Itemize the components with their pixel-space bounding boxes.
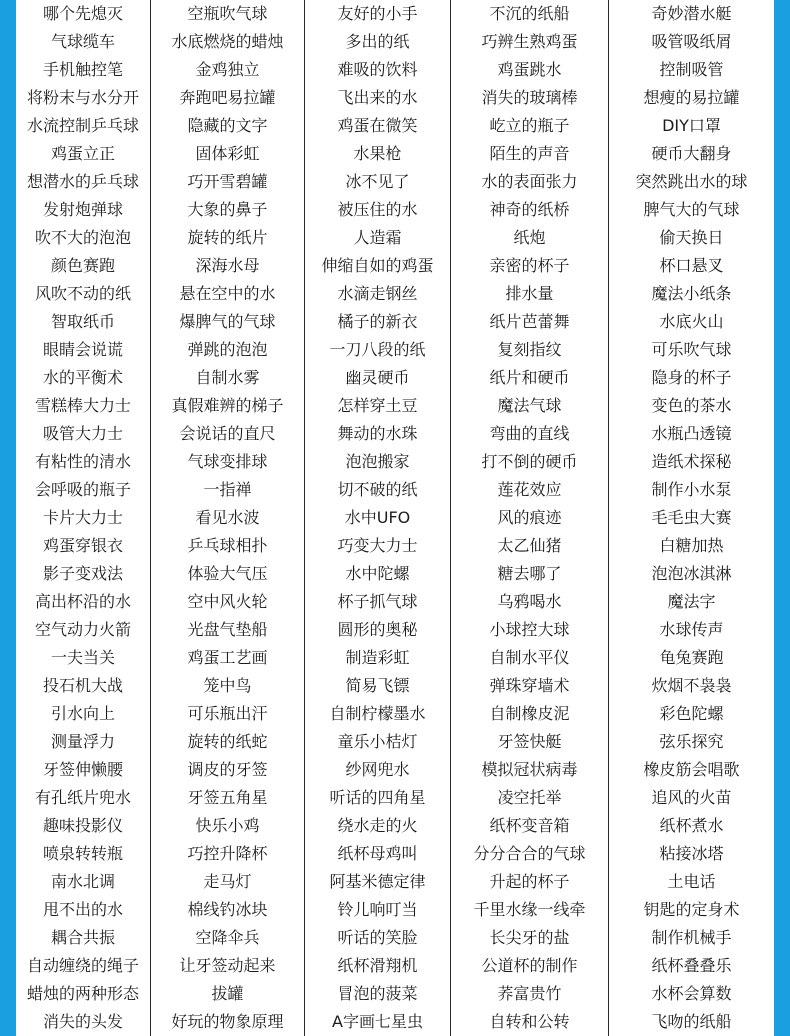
table-cell: 趣味投影仪 (42, 816, 123, 835)
table-cell: 棉线钓冰块 (187, 900, 268, 919)
table-cell: 消失的头发 (42, 1012, 123, 1031)
table-cell: 复刻指纹 (497, 340, 562, 359)
table-cell: 纸杯煮水 (659, 816, 724, 835)
table-cell: 真假难辨的梯子 (171, 396, 284, 415)
table-cell: 友好的小手 (337, 4, 418, 23)
table-cell: 被压住的水 (337, 200, 418, 219)
table-cell: 钥匙的定身术 (643, 900, 740, 919)
table-column-2 (150, 0, 304, 1036)
table-cell: 消失的玻璃棒 (481, 88, 578, 107)
table-cell: 控制吸管 (659, 60, 724, 79)
table-cell: 隐藏的文字 (187, 116, 268, 135)
table-cell: 投石机大战 (42, 676, 123, 695)
table-cell: DIY口罩 (662, 116, 721, 135)
table-cell: 小球控大球 (489, 620, 570, 639)
table-cell: 爆脾气的气球 (179, 312, 276, 331)
table-cell: 公道杯的制作 (481, 956, 578, 975)
table-cell: 纸杯变音箱 (489, 816, 570, 835)
table-cell: 鸡蛋在微笑 (337, 116, 418, 135)
table-cell: 颜色赛跑 (50, 256, 115, 275)
table-cell: 牙签五角星 (187, 788, 268, 807)
table-cell: 冰不见了 (345, 172, 410, 191)
table-cell: 气球缆车 (50, 32, 115, 51)
table-cell: 弹珠穿墙术 (489, 676, 570, 695)
table-cell: 一指禅 (203, 480, 252, 499)
table-cell: 牙签快艇 (497, 732, 562, 751)
table-cell: 太乙仙猪 (497, 536, 562, 555)
table-cell: 奇妙潜水艇 (651, 4, 732, 23)
table-cell: 突然跳出水的球 (635, 172, 748, 191)
table-cell: 旋转的纸蛇 (187, 732, 268, 751)
table-cell: 魔法小纸条 (651, 284, 732, 303)
table-cell: 乌鸦喝水 (497, 592, 562, 611)
table-cell: 彩色陀螺 (659, 704, 724, 723)
table-cell: 炊烟不袅袅 (651, 676, 732, 695)
table-cell: 会说话的直尺 (179, 424, 276, 443)
table-cell: 哪个先熄灭 (42, 4, 123, 23)
table-cell: 深海水母 (195, 256, 260, 275)
table-cell: 制作小水泵 (651, 480, 732, 499)
table-cell: 多出的纸 (345, 32, 410, 51)
table-cell: 金鸡独立 (195, 60, 260, 79)
table-cell: 水底火山 (659, 312, 724, 331)
table-cell: 水中陀螺 (345, 564, 410, 583)
table-cell: 绕水走的火 (337, 816, 418, 835)
table-cell: 升起的杯子 (489, 872, 570, 891)
table-cell: 橡皮筋会唱歌 (643, 760, 740, 779)
table-cell: 好玩的物象原理 (171, 1012, 284, 1031)
table-cell: 怎样穿土豆 (337, 396, 418, 415)
table-cell: 影子变戏法 (42, 564, 123, 583)
table-cell: 水的平衡术 (42, 368, 123, 387)
table-cell: 乒乓球相扑 (187, 536, 268, 555)
table-cell: 智取纸币 (50, 312, 115, 331)
table-cell: 杯子抓气球 (337, 592, 418, 611)
table-cell: 空气动力火箭 (34, 620, 131, 639)
table-cell: 引水向上 (50, 704, 115, 723)
table-cell: 自动缠绕的绳子 (26, 956, 139, 975)
table-cell: 弦乐探究 (659, 732, 724, 751)
table-cell: 光盘气垫船 (187, 620, 268, 639)
table-cell: 弯曲的直线 (489, 424, 570, 443)
table-cell: 风的痕迹 (497, 508, 562, 527)
table-cell: 水的表面张力 (481, 172, 578, 191)
table-cell: 亲密的杯子 (489, 256, 570, 275)
table-cell: 有粘性的清水 (34, 452, 131, 471)
table-cell: 吹不大的泡泡 (34, 228, 131, 247)
table-cell: 手机触控笔 (42, 60, 123, 79)
table-cell: 陌生的声音 (489, 144, 570, 163)
table-cell: 隐身的杯子 (651, 368, 732, 387)
table-cell: 自制水平仪 (489, 648, 570, 667)
table-cell: 甩不出的水 (42, 900, 123, 919)
table-cell: 难吸的饮料 (337, 60, 418, 79)
experiment-table (16, 0, 774, 1036)
table-cell: 白糖加热 (659, 536, 724, 555)
table-cell: 巧开雪碧罐 (187, 172, 268, 191)
table-cell: 听话的四角星 (329, 788, 426, 807)
table-cell: 空中风火轮 (187, 592, 268, 611)
table-cell: 纸杯叠叠乐 (651, 956, 732, 975)
table-cell: 莲花效应 (497, 480, 562, 499)
table-cell: 可乐瓶出汗 (187, 704, 268, 723)
table-cell: 拔罐 (211, 984, 244, 1003)
table-cell: 想潜水的乒乓球 (26, 172, 139, 191)
table-cell: 不沉的纸船 (489, 4, 570, 23)
table-cell: 鸡蛋跳水 (497, 60, 562, 79)
table-cell: 龟兔赛跑 (659, 648, 724, 667)
table-cell: 纸片和硬币 (489, 368, 570, 387)
table-cell: 飞吻的纸船 (651, 1012, 732, 1031)
table-cell: 分分合合的气球 (473, 844, 586, 863)
table-cell: 童乐小桔灯 (337, 732, 418, 751)
table-cell: 蜡烛的两种形态 (26, 984, 139, 1003)
table-cell: 空降伞兵 (195, 928, 260, 947)
table-cell: 排水量 (505, 284, 554, 303)
table-cell: 模拟冠状病毒 (481, 760, 578, 779)
table-cell: 打不倒的硬币 (481, 452, 578, 471)
table-cell: 调皮的牙签 (187, 760, 268, 779)
table-cell: 快乐小鸡 (195, 816, 260, 835)
table-cell: 圆形的奥秘 (337, 620, 418, 639)
table-cell: 大象的鼻子 (187, 200, 268, 219)
table-cell: 纸杯滑翔机 (337, 956, 418, 975)
table-cell: 水杯会算数 (651, 984, 732, 1003)
table-cell: 神奇的纸桥 (489, 200, 570, 219)
table-cell: 水滴走钢丝 (337, 284, 418, 303)
table-cell: 糖去哪了 (497, 564, 562, 583)
table-cell: 长尖牙的盐 (489, 928, 570, 947)
table-cell: 荞富贵竹 (497, 984, 562, 1003)
table-cell: 一刀八段的纸 (329, 340, 426, 359)
table-cell: 想瘦的易拉罐 (643, 88, 740, 107)
table-cell: 简易飞镖 (345, 676, 410, 695)
table-cell: 空瓶吹气球 (187, 4, 268, 23)
table-cell: 会呼吸的瓶子 (34, 480, 131, 499)
table-cell: 笼中鸟 (203, 676, 252, 695)
table-cell: 伸缩自如的鸡蛋 (321, 256, 434, 275)
table-cell: 巧辨生熟鸡蛋 (481, 32, 578, 51)
table-cell: 弹跳的泡泡 (187, 340, 268, 359)
table-cell: A字画七星虫 (332, 1012, 423, 1031)
table-cell: 走马灯 (203, 872, 252, 891)
table-cell: 水流控制乒乓球 (26, 116, 139, 135)
table-cell: 毛毛虫大赛 (651, 508, 732, 527)
table-cell: 牙签伸懒腰 (42, 760, 123, 779)
table-cell: 一夫当关 (50, 648, 115, 667)
table-cell: 吸管吸纸屑 (651, 32, 732, 51)
table-cell: 泡泡冰淇淋 (651, 564, 732, 583)
table-cell: 铃儿响叮当 (337, 900, 418, 919)
table-cell: 追风的火苗 (651, 788, 732, 807)
table-cell: 巧变大力士 (337, 536, 418, 555)
table-cell: 制造彩虹 (345, 648, 410, 667)
table-cell: 飞出来的水 (337, 88, 418, 107)
table-cell: 舞动的水珠 (337, 424, 418, 443)
table-cell: 自制水雾 (195, 368, 260, 387)
table-cell: 水底燃烧的蜡烛 (171, 32, 284, 51)
table-cell: 有孔纸片兜水 (34, 788, 131, 807)
table-cell: 测量浮力 (50, 732, 115, 751)
table-cell: 南水北调 (50, 872, 115, 891)
table-cell: 看见水波 (195, 508, 260, 527)
table-cell: 水中UFO (344, 508, 411, 527)
table-cell: 喷泉转转瓶 (42, 844, 123, 863)
table-column-3 (304, 0, 450, 1036)
table-cell: 偷天换日 (659, 228, 724, 247)
table-cell: 自转和公转 (489, 1012, 570, 1031)
table-cell: 制作机械手 (651, 928, 732, 947)
table-cell: 奔跑吧易拉罐 (179, 88, 276, 107)
table-cell: 魔法气球 (497, 396, 562, 415)
table-cell: 魔法字 (667, 592, 716, 611)
table-cell: 自制橡皮泥 (489, 704, 570, 723)
table-column-5 (608, 0, 774, 1036)
table-cell: 风吹不动的纸 (34, 284, 131, 303)
table-cell: 旋转的纸片 (187, 228, 268, 247)
table-cell: 杯口悬叉 (659, 256, 724, 275)
table-cell: 水瓶凸透镜 (651, 424, 732, 443)
table-cell: 纸杯母鸡叫 (337, 844, 418, 863)
table-cell: 眼睛会说谎 (42, 340, 123, 359)
table-cell: 鸡蛋立正 (50, 144, 115, 163)
table-cell: 体验大气压 (187, 564, 268, 583)
table-cell: 可乐吹气球 (651, 340, 732, 359)
table-cell: 粘接冰塔 (659, 844, 724, 863)
table-cell: 阿基米德定律 (329, 872, 426, 891)
table-cell: 发射炮弹球 (42, 200, 123, 219)
table-cell: 巧控升降杯 (187, 844, 268, 863)
table-cell: 让牙签动起来 (179, 956, 276, 975)
table-cell: 吸管大力士 (42, 424, 123, 443)
table-cell: 千里水缘一线牵 (473, 900, 586, 919)
table-cell: 鸡蛋工艺画 (187, 648, 268, 667)
table-cell: 切不破的纸 (337, 480, 418, 499)
table-cell: 变色的茶水 (651, 396, 732, 415)
table-cell: 幽灵硬币 (345, 368, 410, 387)
table-cell: 造纸术探秘 (651, 452, 732, 471)
table-cell: 冒泡的菠菜 (337, 984, 418, 1003)
table-cell: 纸炮 (513, 228, 546, 247)
table-cell: 纱网兜水 (345, 760, 410, 779)
table-cell: 自制柠檬墨水 (329, 704, 426, 723)
table-cell: 气球变排球 (187, 452, 268, 471)
table-cell: 悬在空中的水 (179, 284, 276, 303)
table-cell: 泡泡搬家 (345, 452, 410, 471)
table-cell: 听话的笑脸 (337, 928, 418, 947)
table-cell: 卡片大力士 (42, 508, 123, 527)
table-cell: 凌空托举 (497, 788, 562, 807)
table-cell: 固体彩虹 (195, 144, 260, 163)
table-cell: 纸片芭蕾舞 (489, 312, 570, 331)
table-cell: 土电话 (667, 872, 716, 891)
table-column-1 (16, 0, 150, 1036)
table-column-4 (450, 0, 608, 1036)
table-cell: 高出杯沿的水 (34, 592, 131, 611)
table-cell: 雪糕棒大力士 (34, 396, 131, 415)
table-cell: 将粉末与水分开 (26, 88, 139, 107)
table-cell: 水球传声 (659, 620, 724, 639)
table-cell: 硬币大翻身 (651, 144, 732, 163)
table-cell: 耦合共振 (50, 928, 115, 947)
table-cell: 鸡蛋穿银衣 (42, 536, 123, 555)
table-cell: 水果枪 (353, 144, 402, 163)
table-cell: 脾气大的气球 (643, 200, 740, 219)
table-cell: 屹立的瓶子 (489, 116, 570, 135)
table-cell: 人造霜 (353, 228, 402, 247)
table-cell: 橘子的新衣 (337, 312, 418, 331)
